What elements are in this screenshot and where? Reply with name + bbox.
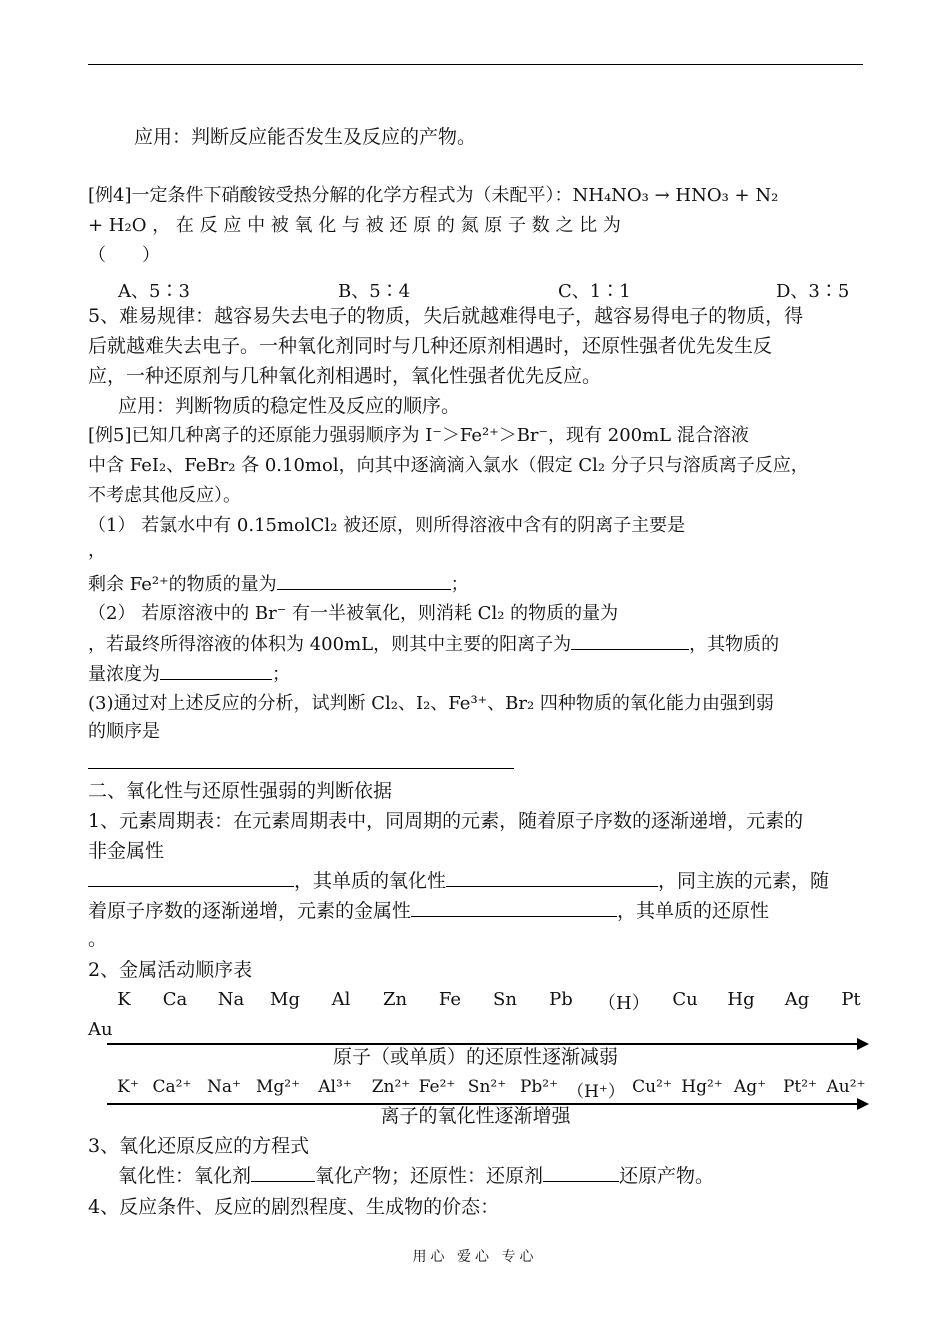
metal-item: Sn [493, 989, 517, 1010]
section2-p1-line3: ，其单质的氧化性 ，同主族的元素，随 [88, 866, 863, 896]
section2-p1-line2: 非金属性 [88, 840, 165, 862]
section2-p4: 4、反应条件、反应的剧烈程度、生成物的价态： [88, 1196, 500, 1218]
metal-item: K [117, 989, 131, 1010]
option-d: D、3∶5 [776, 281, 850, 302]
metal-series-wrap [88, 1019, 863, 1043]
example4-line2: + H₂O ， 在 反 应 中 被 氧 化 与 被 还 原 的 氮 原 子 数 之 比 为 [88, 215, 621, 236]
rule5-application: 应用：判断物质的稳定性及反应的顺序。 [118, 395, 461, 417]
metal-item: Cu [672, 989, 698, 1010]
ion-item: Hg²⁺ [681, 1077, 723, 1097]
question2-line2: ，若最终所得溶液的体积为 400mL，则其中主要的阳离子为 ，其物质的 [88, 629, 863, 660]
section2-title: 二、氧化性与还原性强弱的判断依据 [88, 780, 393, 802]
ion-item: Al³⁺ [318, 1077, 352, 1097]
example5-line1: [例5]已知几种离子的还原能力强弱顺序为 I⁻＞Fe²⁺＞Br⁻，现有 200mL 混合溶液 [88, 425, 749, 446]
example5-line2: 中含 FeI₂、FeBr₂ 各 0.10mol，向其中逐滴滴入氯水（假定 Cl₂ 分子只与溶质离子反应， [88, 455, 809, 476]
answer-blank-nonmetal[interactable] [88, 866, 294, 887]
answer-blank-oxidizing[interactable] [446, 866, 658, 887]
answer-blank-metal[interactable] [411, 896, 617, 917]
answer-blank-order[interactable] [88, 748, 514, 769]
example4-line1: [例4]一定条件下硝酸铵受热分解的化学方程式为（未配平）：NH₄NO₃ → HNO₃ + N₂ [88, 185, 779, 206]
metal-item: Au [88, 1019, 113, 1040]
answer-blank-reducer[interactable] [543, 1161, 619, 1182]
question1-line1: （1） 若氯水中有 0.15molCl₂ 被还原，则所得溶液中含有的阴离子主要是 [88, 515, 686, 536]
question3-line2: 的顺序是 [88, 721, 160, 742]
arrow2-label: 离子的氧化性逐渐增强 [380, 1105, 571, 1127]
ion-series [88, 1077, 866, 1103]
section2-p3-detail: 氧化性：氧化剂 氧化产物；还原性：还原剂 还原产物。 [88, 1161, 893, 1191]
section2-p2: 2、金属活动顺序表 [88, 959, 253, 981]
ion-item: Ca²⁺ [152, 1077, 192, 1097]
ion-item: Sn²⁺ [467, 1077, 507, 1097]
rule5-line1: 5、难易规律：越容易失去电子的物质，失后就越难得电子，越容易得电子的物质，得 [88, 305, 804, 327]
ion-item: （H⁺） [567, 1082, 625, 1102]
metal-item: Fe [438, 989, 462, 1010]
section2-p1-line1: 1、元素周期表：在元素周期表中，同周期的元素，随着原子序数的逐渐递增，元素的 [88, 810, 804, 832]
question1-line2: 剩余 Fe²⁺的物质的量为 ； [88, 569, 863, 600]
answer-blank-concentration[interactable] [160, 659, 272, 680]
ion-item: Na⁺ [207, 1077, 241, 1097]
metal-item: （H） [598, 993, 650, 1014]
metal-item: Ca [162, 989, 188, 1010]
example4-line3: （ ） [88, 245, 160, 266]
question1-comma: ， [88, 540, 106, 561]
answer-blank-fe2[interactable] [277, 569, 451, 590]
section2-p1-line5: 。 [88, 928, 108, 950]
answer-blank-cation[interactable] [571, 629, 689, 650]
metal-item: Ag [784, 989, 810, 1010]
ion-item: Pb²⁺ [519, 1077, 559, 1097]
ion-item: K⁺ [117, 1077, 139, 1097]
rule5-line3: 应，一种还原剂与几种氧化剂相遇时，氧化性强者优先反应。 [88, 365, 602, 387]
rule5-line2: 后就越难失去电子。一种氧化剂同时与几种还原剂相遇时，还原性强者优先发生反 [88, 335, 773, 357]
question2-line1: （2） 若原溶液中的 Br⁻ 有一半被氧化，则消耗 Cl₂ 的物质的量为 [88, 603, 619, 624]
question3-line1: (3)通过对上述反应的分析，试判断 Cl₂、I₂、Fe³⁺、Br₂ 四种物质的氧化能力由强到弱 [88, 693, 774, 714]
ion-item: Ag⁺ [733, 1077, 767, 1097]
metal-item: Mg [270, 989, 300, 1010]
ion-item: Zn²⁺ [371, 1077, 411, 1097]
metal-item: Pt [841, 989, 861, 1010]
option-c: C、1∶1 [558, 281, 631, 302]
metal-item: Pb [549, 989, 573, 1010]
answer-blank-oxidizer[interactable] [251, 1161, 315, 1182]
metal-item: Na [217, 989, 245, 1010]
metal-activity-series [88, 989, 863, 1015]
ion-item: Fe²⁺ [418, 1077, 456, 1097]
application-line: 应用：判断反应能否发生及反应的产物。 [134, 126, 477, 148]
ion-item: Mg²⁺ [256, 1077, 301, 1097]
arrow1-label: 原子（或单质）的还原性逐渐减弱 [332, 1046, 618, 1068]
example5-line3: 不考虑其他反应）。 [88, 485, 241, 506]
metal-item: Hg [727, 989, 755, 1010]
option-b: B、5∶4 [338, 281, 411, 302]
ion-item: Cu²⁺ [632, 1077, 672, 1097]
question2-line3: 量浓度为 ； [88, 659, 863, 690]
metal-item: Al [331, 989, 351, 1010]
header-rule [88, 64, 863, 65]
option-a: A、5∶3 [118, 281, 190, 302]
section2-p1-line4: 着原子序数的逐渐递增，元素的金属性 ，其单质的还原性 [88, 896, 863, 926]
metal-item: Zn [382, 989, 408, 1010]
section2-p3: 3、氧化还原反应的方程式 [88, 1135, 310, 1157]
ion-item: Pt²⁺ [782, 1077, 818, 1097]
ion-item: Au²⁺ [826, 1077, 866, 1097]
page-footer: 用心 爱心 专心 [412, 1249, 538, 1265]
